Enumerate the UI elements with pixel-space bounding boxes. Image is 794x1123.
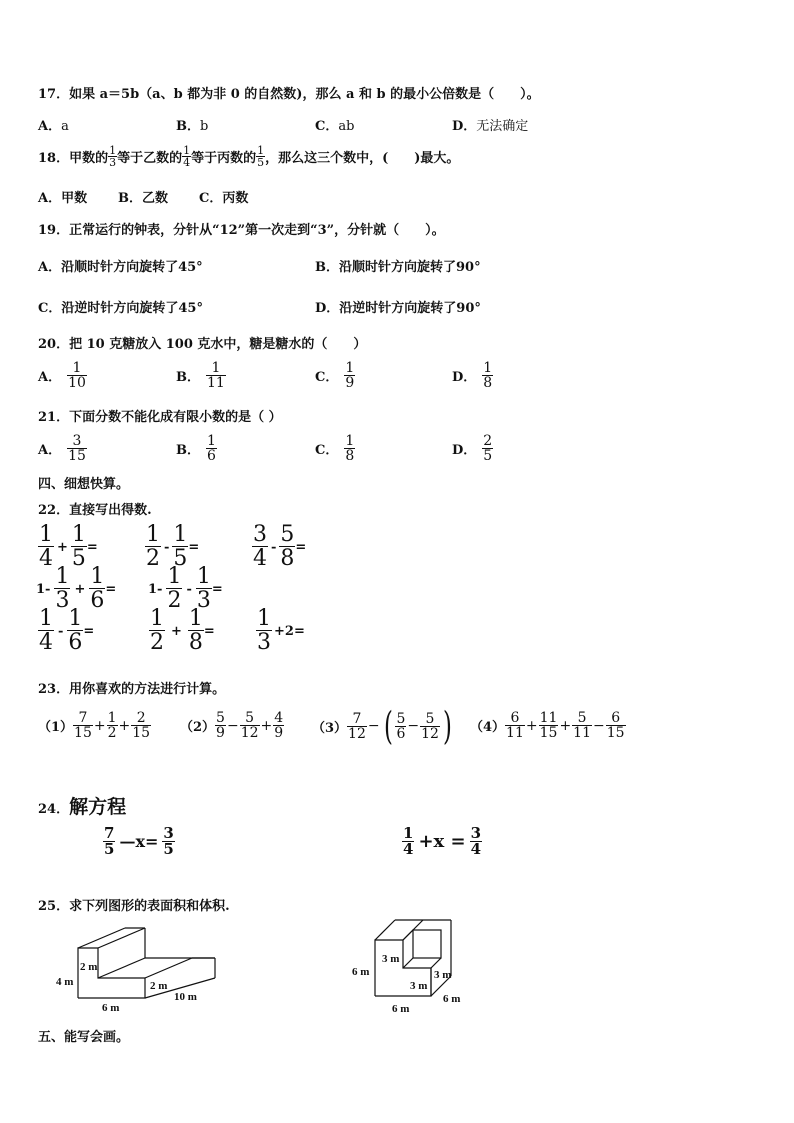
denominator: 4 [183,156,191,169]
equals: = [188,539,200,555]
equals: = [203,623,215,639]
q18-part1: 18．甲数的 [38,151,109,166]
fraction [71,524,87,570]
q17-option-b[interactable] [176,115,208,134]
stepped-prism-figure [50,920,240,1020]
fraction [470,826,482,857]
denominator: 10 [68,375,86,391]
option-label: A． [38,370,62,385]
q18-option-a[interactable]: A．甲数 [38,191,88,206]
fraction [256,145,265,168]
denominator: 8 [483,375,493,391]
dimension-label: 10 m [174,991,197,1003]
q24-heading [38,792,126,819]
denominator: 12 [348,725,366,742]
dimension-label: 6 m [392,1003,410,1015]
fraction [572,711,592,740]
denominator: 4 [253,546,267,571]
q22-text: 22．直接写出得数. [38,503,152,518]
fraction [89,566,105,612]
dimension-label: 4 m [56,976,74,988]
numerator: 1 [403,824,414,842]
equals: = [295,539,307,555]
numerator: 5 [216,710,225,726]
q19-option-d[interactable]: D．沿逆时针方向旋转了90° [315,301,481,316]
q21-text: 21．下面分数不能化成有限小数的是（ ） [38,410,282,425]
option-label: A． [38,443,62,458]
dimension-label: 2 m [150,980,168,992]
operator: + [93,717,106,734]
q25-text: 25．求下列图形的表面积和体积. [38,899,230,914]
denominator: 6 [68,630,83,655]
question-number: 24． [38,802,70,817]
fraction [162,826,174,857]
prefix: 1- [148,581,163,597]
numerator: 1 [257,144,265,157]
denominator: 4 [470,840,482,858]
fraction [38,524,54,570]
numerator: 5 [245,710,255,726]
numerator: 1 [167,564,182,589]
q20-text: 20．把 10 克糖放入 100 克水中，糖是糖水的（ ） [38,337,367,352]
fraction [182,145,191,168]
option-label: B． [176,443,200,458]
denominator: 11 [573,725,591,741]
fraction [145,524,161,570]
denominator: 5 [104,840,115,858]
denominator: 5 [163,840,174,858]
q18-part3: 等于丙数的 [191,151,257,166]
denominator: 15 [132,725,151,741]
option-label: C． [315,370,339,385]
numerator: 7 [352,710,362,727]
equation-mid: —x= [119,832,159,851]
option-label: B． [176,370,200,385]
operator: - [186,581,192,597]
numerator: 1 [39,606,53,631]
numerator: 1 [146,522,160,547]
numerator: 1 [39,522,53,547]
equals: = [105,581,117,597]
dimension-label: 2 m [80,961,98,973]
calc-expression-1 [38,711,151,740]
notched-cube-figure [355,912,485,1012]
option-label: D． [452,370,477,385]
numerator: 1 [55,564,70,589]
denominator: 4 [403,840,414,858]
numerator: 3 [163,824,174,842]
numerator: 1 [150,606,164,631]
denominator: 3 [55,588,70,613]
fraction [240,711,260,740]
numerator: 1 [90,564,105,589]
q17-option-d[interactable] [452,115,528,134]
calc-expression-3 [312,704,455,748]
denominator: 2 [150,630,164,655]
operator: + [260,717,273,734]
numerator: 1 [196,564,211,589]
denominator: 4 [39,546,53,571]
numerator: 3 [470,824,482,842]
option-label: C． [315,119,339,134]
q20-option-c[interactable] [315,361,355,390]
calc-expression-2 [180,711,284,740]
numerator: 5 [396,710,406,727]
item-label: （3） [312,720,348,736]
operator: + [74,581,86,597]
option-label: D． [452,119,477,134]
q20-option-d[interactable] [452,361,493,390]
dimension-label: 3 m [434,969,452,981]
item-label: （1） [38,720,74,735]
numerator: 1 [72,360,82,376]
q19-text: 19．正常运行的钟表，分针从“12”第一次走到“3”，分针就（ ）。 [38,223,445,238]
dimension-label: 6 m [352,966,370,978]
q21-option-d[interactable] [452,434,493,463]
operator: - [58,623,64,639]
right-paren: ) [442,704,452,748]
numerator: 2 [136,710,146,726]
q18-part4: ，那么这三个数中，( )最大。 [265,151,460,166]
numerator: 1 [68,606,83,631]
q17-option-c[interactable] [315,115,354,134]
fraction [420,712,440,741]
denominator: 3 [196,588,211,613]
fraction [149,608,165,654]
q20-option-a[interactable] [38,361,87,390]
numerator: 6 [611,710,621,726]
q19-option-b[interactable]: B．沿顺时针方向旋转了90° [315,260,481,275]
fraction [206,434,217,463]
operator: − [367,718,380,734]
q18-option-c[interactable]: C．丙数 [199,191,249,206]
denominator: 9 [345,375,355,391]
denominator: 6 [396,725,406,742]
dimension-label: 3 m [410,980,428,992]
fraction [395,712,406,741]
fraction [67,434,87,463]
section-heading: 四、细想快算。 [38,477,130,492]
operator: − [226,717,239,734]
q18-part2: 等于乙数的 [117,151,183,166]
section-title: 解方程 [69,796,127,818]
denominator: 15 [606,725,625,741]
numerator: 1 [107,710,117,726]
numerator: 1 [257,606,271,631]
fraction [252,524,268,570]
fraction [505,711,525,740]
denominator: 11 [207,375,225,391]
q18-option-b[interactable]: B．乙数 [118,191,168,206]
denominator: 3 [257,630,271,655]
denominator: 8 [345,448,355,464]
fraction [402,826,414,857]
fraction [38,608,54,654]
numerator: 1 [173,522,188,547]
q17-option-a[interactable] [38,115,69,134]
fraction [166,566,182,612]
numerator: 1 [207,433,216,449]
fraction [131,711,151,740]
fraction [103,826,115,857]
fraction [482,434,493,463]
numerator: 2 [483,433,493,449]
fraction [606,711,626,740]
denominator: 2 [107,725,117,741]
calc-item [149,608,215,654]
numerator: 5 [425,710,435,727]
item-label: （4） [470,720,506,735]
dimension-label: 6 m [443,993,461,1005]
equation-mid: +x = [418,831,466,852]
operator: - [271,539,277,555]
fraction [188,608,204,654]
item-label: （2） [180,720,216,735]
fraction [108,145,117,168]
fraction [107,711,118,740]
fraction [256,608,272,654]
numerator: 1 [188,606,203,631]
numerator: 6 [510,710,520,726]
fraction [206,361,226,390]
equals: = [211,581,223,597]
numerator: 1 [345,360,355,376]
fraction [344,434,355,463]
numerator: 1 [211,360,221,376]
numerator: 7 [78,710,88,726]
denominator: 5 [71,546,86,571]
denominator: 15 [74,725,92,741]
operator: - [164,539,170,555]
operator: + [171,623,182,639]
fraction [482,361,493,390]
numerator: 3 [253,522,267,547]
calc-item [256,608,305,654]
numerator: 3 [72,433,82,449]
numerator: 11 [539,710,558,726]
operator: + [57,539,68,555]
numerator: 1 [345,433,355,449]
operator: + [559,717,572,734]
numerator: 7 [104,824,115,842]
denominator: 9 [216,725,225,741]
fraction [347,712,367,741]
dimension-label: 6 m [102,1002,120,1014]
denominator: 6 [90,588,105,613]
denominator: 12 [421,725,439,742]
q19-option-c[interactable]: C．沿逆时针方向旋转了45° [38,301,203,316]
fraction [279,524,295,570]
option-label: B． [176,119,200,134]
front-face [78,948,145,998]
denominator: 8 [188,630,203,655]
numerator: 5 [280,522,295,547]
q19-option-a[interactable]: A．沿顺时针方向旋转了45° [38,260,203,275]
fraction [273,711,284,740]
q17-text: 17．如果 a＝5b（a、b 都为非 0 的自然数)，那么 a 和 b 的最小公倍数是（ ）。 [38,87,540,102]
numerator: 1 [71,522,86,547]
fraction [344,361,355,390]
equation-1 [103,826,175,857]
fraction [67,361,87,390]
option-label: D． [452,443,477,458]
q21-option-c[interactable] [315,434,355,463]
denominator: 2 [146,546,160,571]
denominator: 15 [68,448,86,464]
numerator: 4 [274,710,284,726]
dimension-label: 3 m [382,953,400,965]
calc-expression-4 [470,711,626,740]
fraction [215,711,226,740]
calc-item [38,608,94,654]
denominator: 3 [109,156,117,169]
operator: + [525,717,538,734]
option-label: C． [315,443,339,458]
denominator: 8 [280,546,295,571]
fraction [67,608,83,654]
q21-option-a[interactable] [38,434,87,463]
operator: − [593,717,605,734]
q20-option-b[interactable] [176,361,226,390]
operator: − [407,718,420,734]
equation-2 [402,826,482,857]
calc-item [252,524,306,570]
option-label: A． [38,119,62,134]
denominator: 2 [167,588,182,613]
q18-text [38,145,459,168]
numerator: 5 [577,710,587,726]
denominator: 5 [173,546,188,571]
denominator: 5 [257,156,265,169]
operator: +2= [274,623,305,639]
option-value: 无法确定 [476,119,529,134]
numerator: 1 [483,360,493,376]
fraction [73,711,93,740]
section-heading: 五、能写会画。 [38,1030,130,1045]
denominator: 4 [39,630,53,655]
option-value: ab [338,119,355,134]
numerator: 1 [109,144,117,157]
numerator: 1 [183,144,191,157]
denominator: 9 [274,725,284,741]
equals: = [83,623,95,639]
option-value: a [61,119,69,134]
left-paren: ( [383,704,393,748]
denominator: 5 [483,448,493,464]
denominator: 11 [506,725,524,741]
q21-option-b[interactable] [176,434,217,463]
option-value: b [200,119,209,134]
denominator: 6 [207,448,216,464]
prefix: 1- [36,581,51,597]
q23-text: 23．用你喜欢的方法进行计算。 [38,682,226,697]
equals: = [86,539,98,555]
fraction [539,711,559,740]
denominator: 12 [240,725,259,741]
denominator: 15 [539,725,558,741]
operator: + [118,717,131,734]
